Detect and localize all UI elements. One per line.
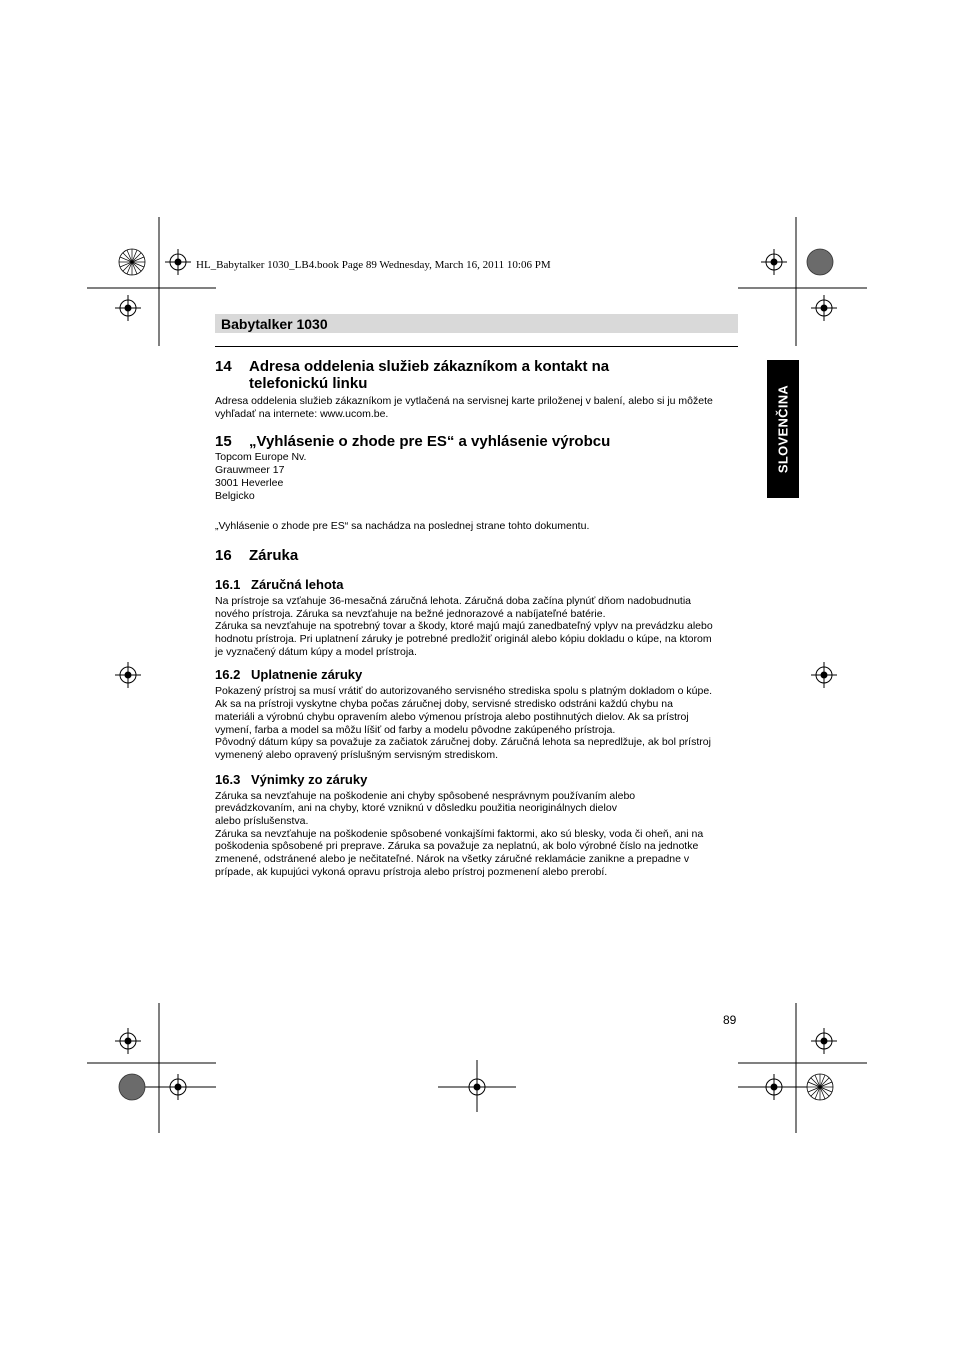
subsection-16-1-heading (215, 577, 738, 592)
subsection-title: Záručná lehota (251, 576, 344, 592)
gray-patch-icon (119, 1074, 145, 1100)
section-title: Záruka (249, 546, 299, 564)
subsection-16-2-body (215, 685, 738, 761)
body-line: Pokazený prístroj sa musí vrátiť do autorizovaného servisného strediska spolu s platným dokladom o kúpe. (215, 685, 713, 698)
section-title-line: telefonickú linku (249, 375, 368, 392)
registration-mark-icon (811, 1028, 837, 1054)
body-line: Pôvodný dátum kúpy sa považuje za začiatok záručnej doby. Záručná lehota sa nepredlžuje, ak bol prístroj (215, 736, 711, 749)
section-14-body (215, 395, 738, 420)
body-line: alebo príslušenstva. (215, 815, 309, 828)
file-header: HL_Babytalker 1030_LB4.book Page 89 Wednesday, March 16, 2011 10:06 PM (196, 259, 551, 271)
body-line: Záruka sa nevzťahuje na spotrebný tovar a škody, ktoré majú majú zanedbateľný vplyv na prevádzku alebo (215, 620, 713, 633)
registration-mark-icon (761, 249, 787, 275)
body-line: Záruka sa nevzťahuje na poškodenie ani chyby spôsobené nesprávnym používaním alebo (215, 789, 636, 802)
section-number: 14 (215, 358, 232, 375)
registration-mark-icon (115, 662, 141, 688)
body-line: materiáli a výrobnú chybu opravením alebo výmenou prístroja alebo postihnutých dielov. Ak sa prístroj (215, 710, 689, 723)
language-tab-label: SLOVENČINA (775, 384, 791, 474)
product-title: Babytalker 1030 (221, 316, 328, 332)
subsection-title: Výnimky zo záruky (251, 771, 368, 787)
section-title: „Vyhlásenie o zhode pre ES“ a vyhlásenie výrobcu (249, 433, 611, 451)
page-content (215, 356, 738, 879)
body-line: Adresa oddelenia služieb zákazníkom je vytlačená na servisnej karte priloženej v balení, alebo si ju môžete (215, 395, 713, 407)
section-15-heading (215, 433, 738, 450)
subsection-number: 16.2 (215, 667, 241, 683)
subsection-title: Uplatnenie záruky (251, 667, 363, 683)
body-line: poškodenia spôsobené pri preprave. Záruka sa považuje za neplatnú, ak bolo výrobné číslo na jednotke (215, 840, 699, 853)
address-line: Grauwmeer 17 (215, 464, 285, 477)
body-line: nového prístroja. Záruka sa nevzťahuje na bežné jednorazové a nabíjateľné batérie. (215, 607, 606, 620)
starburst-target-icon (807, 1074, 833, 1100)
section-title (249, 358, 609, 392)
registration-mark-icon (165, 249, 191, 275)
body-line: Ak sa na prístroji vyskytne chyba počas záručnej doby, servisné stredisko odstráni každú chybu na (215, 698, 673, 711)
registration-mark-icon (115, 1028, 141, 1054)
starburst-target-icon (119, 249, 145, 275)
language-tab (767, 360, 799, 498)
body-line: zmenené, odstránené alebo je nečitateľné. Nárok na všetky záručné reklamácie zanikne a prepadne v (215, 853, 690, 866)
subsection-16-1-body (215, 595, 738, 659)
body-line: vyhľadať na internete: www.ucom.be. (215, 407, 389, 420)
declaration-note: „Vyhlásenie o zhode pre ES“ sa nachádza na poslednej strane tohto dokumentu. (215, 520, 590, 533)
section-title-line: Adresa oddelenia služieb zákazníkom a kontakt na (249, 358, 610, 375)
subsection-number: 16.1 (215, 576, 241, 592)
subsection-16-3-heading (215, 772, 738, 787)
page-number: 89 (723, 1013, 737, 1027)
section-number: 16 (215, 546, 232, 564)
body-line: Na prístroje sa vzťahuje 36-mesačná záručná lehota. Záručná doba začína plynúť dňom nadobudnutia (215, 594, 692, 607)
address-line: Topcom Europe Nv. (215, 451, 307, 464)
body-line: vymenený alebo opravený príslušným servisným strediskom. (215, 748, 499, 761)
address-line: 3001 Heverlee (215, 476, 284, 489)
section-number: 15 (215, 433, 232, 451)
registration-mark-icon (811, 295, 837, 321)
body-line: hodnotu prístroja. Pri uplatnení záruky je potrebné predložiť originál alebo kópiu dokladu o kúpe, na ktorom (215, 633, 712, 646)
body-line: je vyznačený dátum kúpy a model prístroja. (215, 645, 417, 658)
subsection-number: 16.3 (215, 771, 241, 787)
header-rule (215, 346, 738, 347)
subsection-16-3-body (215, 790, 738, 879)
section-14-heading (215, 358, 738, 392)
registration-mark-icon (115, 295, 141, 321)
product-header-bar (215, 314, 738, 333)
section-16-heading (215, 547, 738, 564)
body-line: Záruka sa nevzťahuje na poškodenie spôsobené vonkajšími faktormi, ako sú blesky, voda či oheň, ani na (215, 827, 704, 840)
body-line: vymení, farba a model sa môžu líšiť od farby a modelu pôvodne zakúpeného prístroja. (215, 723, 616, 736)
subsection-16-2-heading (215, 667, 738, 682)
address-line: Belgicko (215, 489, 255, 502)
manufacturer-address (215, 451, 738, 502)
body-line: prípade, ak kupujúci vykoná opravu prístroja alebo prístroj pozmenení alebo prerobí. (215, 865, 608, 878)
gray-patch-icon (807, 249, 833, 275)
registration-mark-icon (811, 662, 837, 688)
body-line: prevádzkovaním, ani na chyby, ktoré vzniknú v dôsledku použitia neoriginálnych dielov (215, 802, 617, 815)
